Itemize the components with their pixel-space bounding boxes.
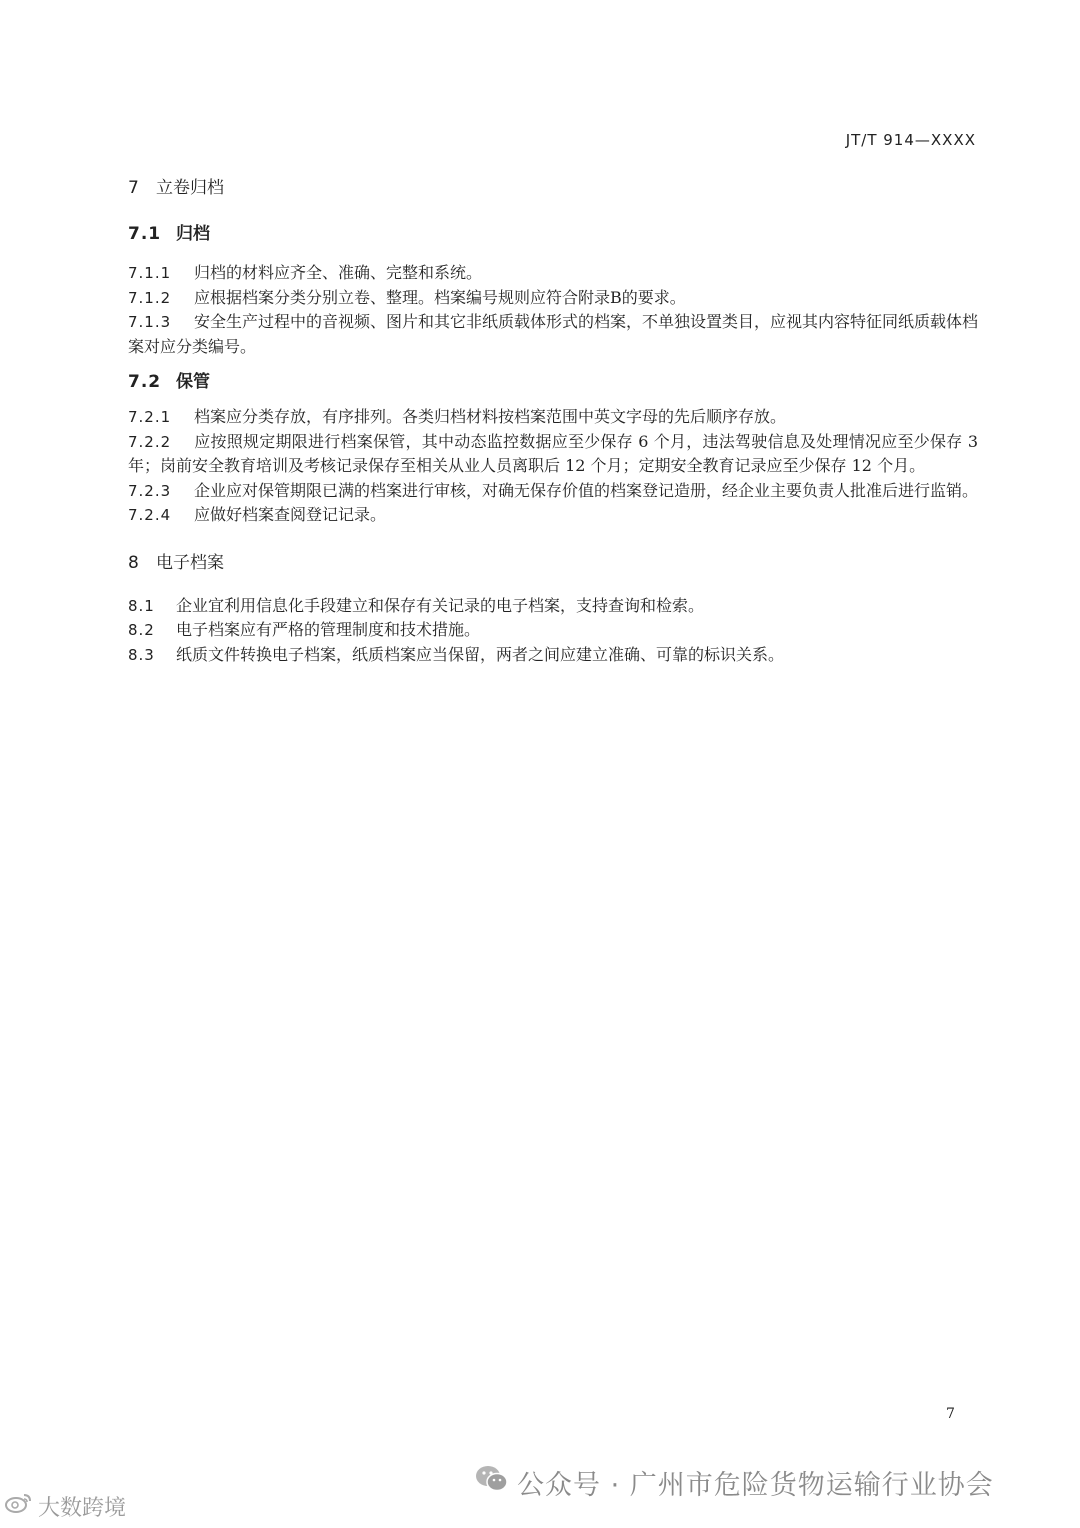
- weibo-icon: [4, 1491, 34, 1521]
- clause-number: 7.1.3: [128, 313, 172, 331]
- wechat-watermark: [475, 1462, 994, 1502]
- weibo-watermark: [4, 1490, 126, 1522]
- clause-text: 应做好档案查阅登记记录。: [194, 505, 387, 524]
- clause-text: 企业应对保管期限已满的档案进行审核，对确无保存价值的档案登记造册，经企业主要负责人批准后进行监销。: [194, 480, 979, 500]
- section-title: 保管: [176, 372, 210, 392]
- clause-number: 7.2.3: [128, 481, 172, 500]
- section-number: 7.2: [128, 372, 162, 392]
- clause-7-2-1: [128, 405, 978, 430]
- clause-number: 7.1.2: [128, 288, 172, 307]
- clause-8-2: [128, 618, 978, 643]
- section-8-heading: [128, 550, 978, 576]
- watermark-text: 大数跨境: [38, 1495, 127, 1521]
- clause-number: 7.2.4: [128, 506, 172, 524]
- document-body: [128, 175, 978, 667]
- wechat-icon: [475, 1464, 509, 1501]
- clause-7-1-2: [128, 286, 978, 311]
- clause-text: 纸质文件转换电子档案，纸质档案应当保留，两者之间应建立准确、可靠的标识关系。: [176, 644, 785, 664]
- clause-text: 电子档案应有严格的管理制度和技术措施。: [176, 620, 481, 639]
- clause-text: 归档的材料应齐全、准确、完整和系统。: [194, 263, 483, 282]
- section-number: 7.1: [128, 224, 162, 244]
- section-number: 7: [128, 178, 140, 198]
- clause-8-3: [128, 643, 978, 668]
- clause-7-2-2: [128, 430, 978, 479]
- section-title: 归档: [176, 224, 210, 244]
- section-number: 8: [128, 552, 140, 573]
- watermark-text: 公众号 · 广州市危险货物运输行业协会: [517, 1469, 994, 1501]
- clause-text: 应根据档案分类分别立卷、整理。档案编号规则应符合附录B的要求。: [194, 287, 686, 307]
- clause-number: 7.2.2: [128, 432, 172, 451]
- clause-number: 8.2: [128, 621, 155, 639]
- clause-7-1-1: [128, 261, 978, 286]
- clause-number: 8.1: [128, 596, 155, 615]
- clause-text: 安全生产过程中的音视频、图片和其它非纸质载体形式的档案，不单独设置类目，应视其内容特征同纸质载体档案对应分类编号。: [128, 312, 979, 356]
- section-7-2-heading: [128, 369, 978, 395]
- page-number: 7: [946, 1406, 955, 1422]
- clause-7-2-4: [128, 503, 978, 528]
- clause-number: 7.2.1: [128, 408, 172, 426]
- clause-text: 应按照规定期限进行档案保管，其中动态监控数据应至少保存 6 个月，违法驾驶信息及处理情况应至少保存 3 年；岗前安全教育培训及考核记录保存至相关从业人员离职后 12 个月；定期安全教育记录应至少保存 12 个月。: [128, 431, 978, 475]
- clause-7-2-3: [128, 479, 978, 504]
- clause-8-1: [128, 594, 978, 619]
- clause-number: 7.1.1: [128, 264, 172, 282]
- clause-number: 8.3: [128, 645, 155, 664]
- section-7-1-heading: [128, 221, 978, 247]
- section-7-heading: [128, 175, 978, 201]
- section-title: 电子档案: [156, 552, 224, 573]
- clause-text: 企业宜利用信息化手段建立和保存有关记录的电子档案，支持查询和检索。: [176, 595, 705, 615]
- clause-7-1-3: [128, 310, 978, 359]
- clause-text: 档案应分类存放，有序排列。各类归档材料按档案范围中英文字母的先后顺序存放。: [194, 407, 787, 426]
- standard-code: JT/T 914—XXXX: [845, 131, 976, 149]
- section-title: 立卷归档: [156, 178, 224, 198]
